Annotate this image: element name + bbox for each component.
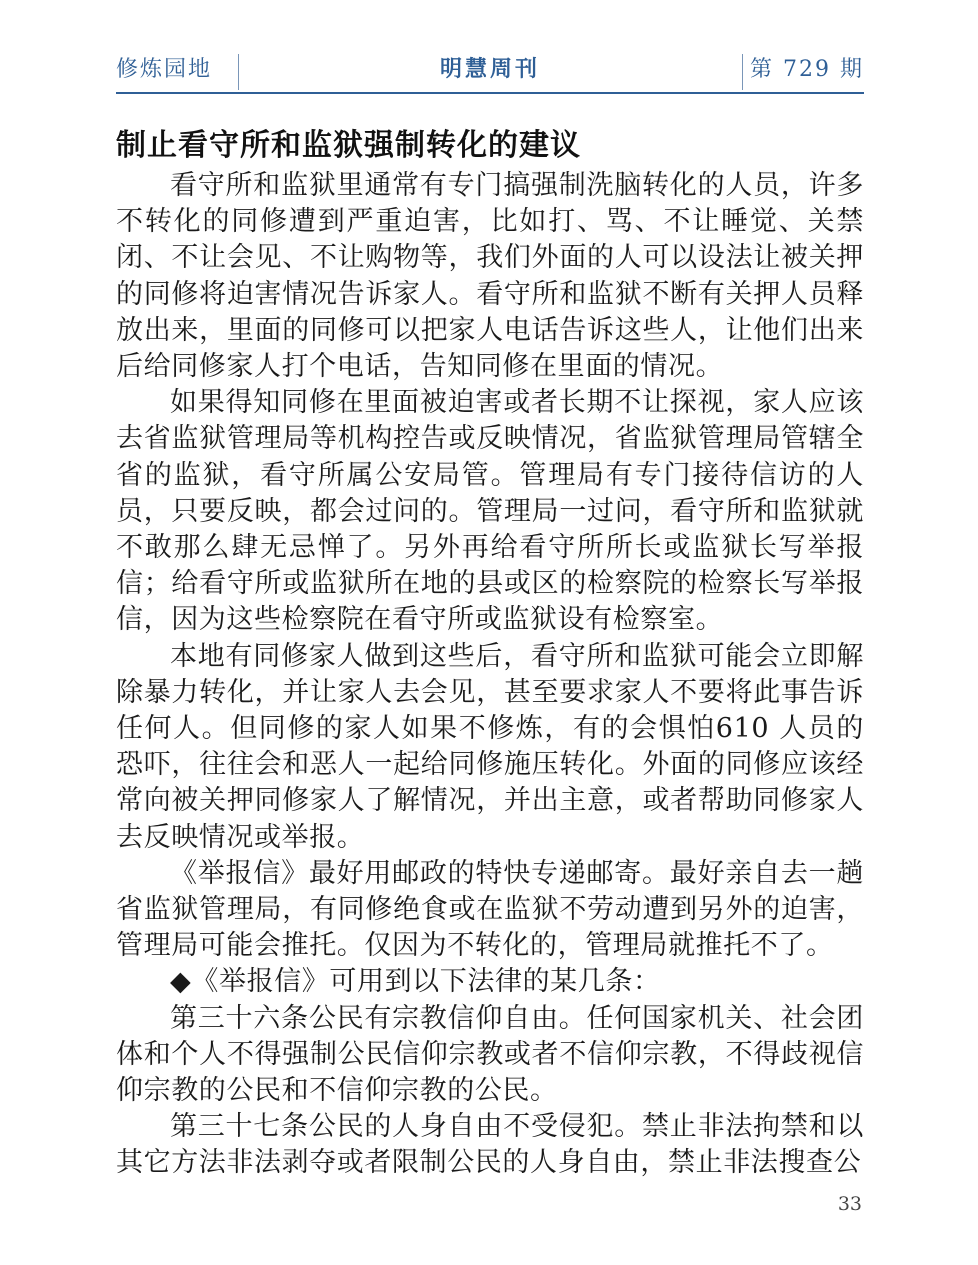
issue-number: 第 729 期 <box>750 57 864 82</box>
header-rule <box>116 92 864 94</box>
page-number: 33 <box>837 1193 862 1215</box>
article-body <box>116 168 864 1182</box>
publication-title: 明慧周刊 <box>439 57 540 82</box>
page-header <box>116 46 864 92</box>
article-title: 制止看守所和监狱强制转化的建议 <box>116 128 581 163</box>
paragraph: 如果得知同修在里面被迫害或者长期不让探视，家人应该去省监狱管理局等机构控告或反映情况，省监狱管理局管辖全省的监狱，看守所属公安局管。管理局有专门接待信访的人员，只要反映，都会过问的。管理局一过问，看守所和监狱就不敢那么肆无忌惮了。另外再给看守所所长或监狱长写举报信；给看守所或监狱所在地的县或区的检察院的检察长写举报信，因为这些检察院在看守所或监狱设有检察室。 <box>116 387 864 636</box>
paragraph: 看守所和监狱里通常有专门搞强制洗脑转化的人员，许多不转化的同修遭到严重迫害，比如打、骂、不让睡觉、关禁闭、不让会见、不让购物等，我们外面的人可以设法让被关押的同修将迫害情况告诉家人。看守所和监狱不断有关押人员释放出来，里面的同修可以把家人电话告诉这些人，让他们出来后给同修家人打个电话，告知同修在里面的情况。 <box>116 170 864 383</box>
paragraph: ◆《举报信》可用到以下法律的某几条： <box>170 966 661 998</box>
paragraph: 第三十六条公民有宗教信仰自由。任何国家机关、社会团体和个人不得强制公民信仰宗教或者不信仰宗教，不得歧视信仰宗教的公民和不信仰宗教的公民。 <box>116 1002 864 1107</box>
paragraph: 第三十七条公民的人身自由不受侵犯。禁止非法拘禁和以其它方法非法剥夺或者限制公民的人身自由，禁止非法搜查公 <box>116 1111 864 1179</box>
paragraph: 本地有同修家人做到这些后，看守所和监狱可能会立即解除暴力转化，并让家人去会见，甚至要求家人不要将此事告诉任何人。但同修的家人如果不修炼，有的会惧怕610 人员的恐吓，往往会和恶人一起给同修施压转化。外面的同修应该经常向被关押同修家人了解情况，并出主意，或者帮助同修家人去反映情况或举报。 <box>116 640 864 853</box>
header-divider-right <box>742 54 743 90</box>
paragraph: 《举报信》最好用邮政的特快专递邮寄。最好亲自去一趟省监狱管理局，有同修绝食或在监狱不劳动遭到另外的迫害，管理局可能会推托。仅因为不转化的，管理局就推托不了。 <box>116 857 864 962</box>
section-name: 修炼园地 <box>116 57 213 82</box>
